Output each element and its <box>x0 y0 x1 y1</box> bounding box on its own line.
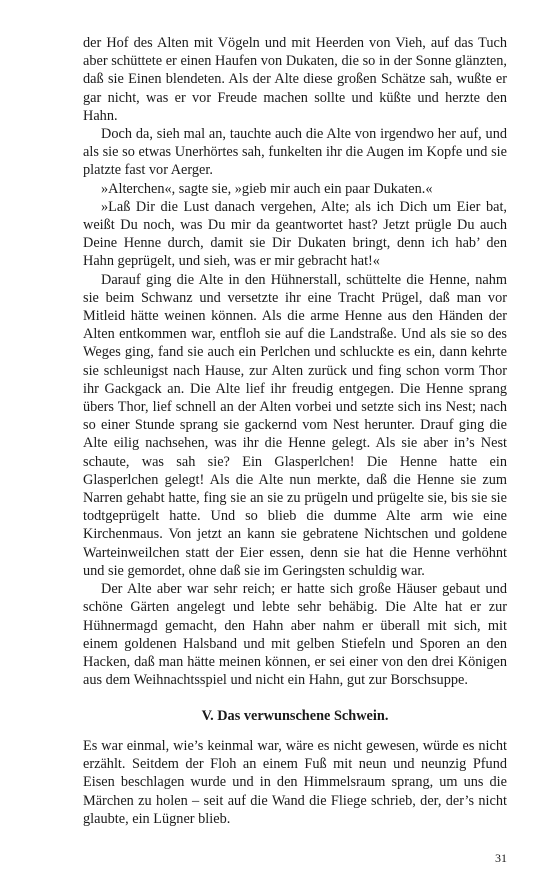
chapter-text <box>83 737 507 828</box>
page-number: 31 <box>495 851 507 865</box>
paragraph: Der Alte aber war sehr reich; er hatte sich große Häuser gebaut und schöne Gärten angelegt und lebte sehr behäbig. Die Alte hat er zur Hühnermagd gemacht, den Hahn aber nahm er überall mit sich, mit einem goldenen Halsband und mit gelben Stiefeln und Sporen an den Hacken, daß man hätte meinen können, er sei einer von den drei Königen aus dem Weihnachtsspiel und nicht ein Hahn, gut zur Borschsuppe. <box>83 581 507 689</box>
paragraph: »Laß Dir die Lust danach vergehen, Alte; als ich Dich um Eier bat, weißt Du noch, was Du mir da geantwortet hast? Jetzt prügle Du auch Deine Henne durch, damit sie Dir Dukaten bringt, denn ich hab’ den Hahn geprügelt, und sieh, was er mir gebracht hat!« <box>83 198 507 270</box>
paragraph: Doch da, sieh mal an, tauchte auch die Alte von irgendwo her auf, und als sie so etwas Unerhörtes sah, funkelten ihr die Augen im Kopfe und sie platzte fast vor Aerger. <box>83 126 507 179</box>
paragraph: der Hof des Alten mit Vögeln und mit Heerden von Vieh, auf das Tuch aber schüttete er einen Haufen von Dukaten, die so in der Sonne glänzten, daß sie Einen blendeten. Als der Alte diese großen Schätze sah, wußte er gar nicht, was er vor Freude machen sollte und küßte und herzte den Hahn. <box>83 35 507 124</box>
paragraph: Darauf ging die Alte in den Hühnerstall, schüttelte die Henne, nahm sie beim Schwanz und versetzte ihr eine Tracht Prügel, daß man vor Mitleid hätte weinen können. Als die arme Henne aus den Händen der Alten entkommen war, entfloh sie auf die Landstraße. Und als sie so des Weges ging, fand sie auch ein Perlchen und schluckte es ein, dann kehrte sie schleunigst nach Hause, zur Alten zurück und fing schon vorm Thor ihr Gackgack an. Die Alte lief ihr freudig entgegen. Die Henne sprang übers Thor, lief schnell an der Alten vorbei und setzte sich ins Nest; nach so einer Stunde sprang sie gackernd vom Nest herunter. Drauf ging die Alte eilig nachsehen, was ihr die Henne gelegt. Als sie aber in’s Nest schaute, was sah sie? Ein Glasperlchen! Die Henne hatte ein Glasperlchen gelegt! Als die Alte nun merkte, daß die Henne sie zum Narren gehabt hatte, fing sie an sie zu prügeln und prügelte sie, bis sie sie todtgeprügelt hatte. Und so blieb die dumme Alte arm wie eine Kirchenmaus. Von jetzt an kann sie gebratene Nichtschen und goldene Warteinweilchen statt der Eier essen, denn sie hat die Henne verhöhnt und sie gemordet, ohne daß sie im Geringsten schuldig war. <box>83 271 507 579</box>
paragraph: Es war einmal, wie’s keinmal war, wäre es nicht gewesen, würde es nicht erzählt. Seitdem der Floh an einem Fuß mit neun und neunzig Pfund Eisen beschlagen wurde und in den Himmelsraum sprang, um uns die Märchen zu holen – seit auf die Wand die Fliege schrieb, der, der’s nicht glaubte, ein Lügner blieb. <box>83 738 507 827</box>
chapter-heading: V. Das verwunschene Schwein. <box>201 708 389 724</box>
paragraph: »Alterchen«, sagte sie, »gieb mir auch ein paar Dukaten.« <box>101 180 433 197</box>
story-text <box>83 34 507 689</box>
